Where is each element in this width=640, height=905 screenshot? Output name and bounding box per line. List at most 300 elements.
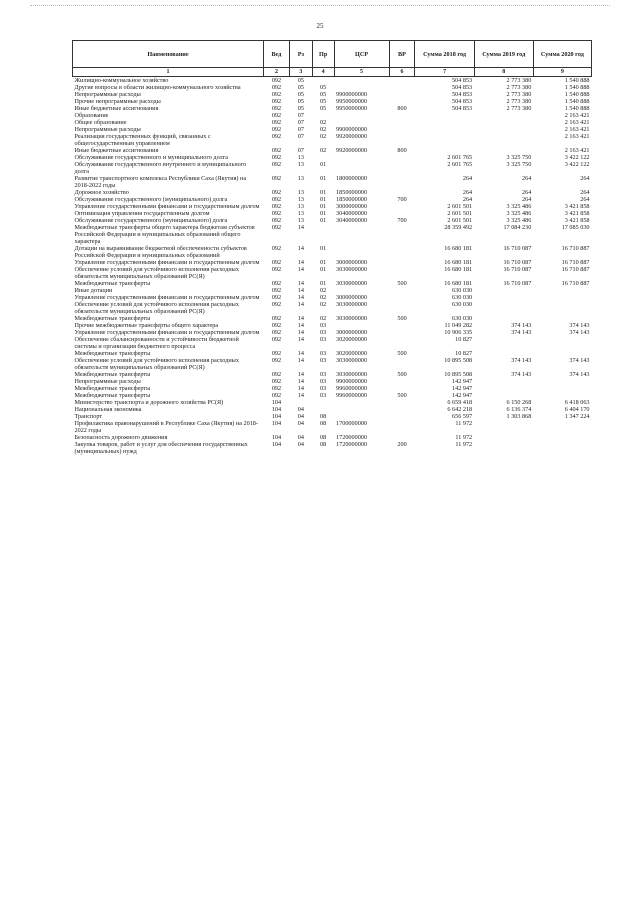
row-vr: 700 bbox=[397, 217, 407, 224]
row-name: Образование bbox=[74, 112, 109, 119]
row-pr: 05 bbox=[320, 91, 327, 98]
table-row bbox=[73, 147, 592, 154]
row-vr bbox=[389, 322, 415, 329]
row-rz: 14 bbox=[297, 392, 304, 399]
row-sum-2018: 656 597 bbox=[452, 413, 473, 420]
row-rz: 07 bbox=[297, 126, 304, 133]
column-number: 2 bbox=[263, 68, 289, 77]
row-csr: 3030000000 bbox=[336, 301, 367, 308]
row-sum-2019: 3 325 486 bbox=[506, 203, 532, 210]
row-sum-2020: 17 085 030 bbox=[561, 224, 590, 231]
row-vr bbox=[389, 112, 415, 119]
row-sum-2020 bbox=[533, 434, 591, 441]
row-sum-2020: 2 163 421 bbox=[564, 126, 590, 133]
row-csr: 1700000000 bbox=[336, 420, 367, 427]
row-rz: 05 bbox=[297, 91, 304, 98]
row-vr bbox=[389, 98, 415, 105]
row-sum-2018: 11 049 282 bbox=[444, 322, 473, 329]
row-sum-2018: 6 659 418 bbox=[447, 399, 473, 406]
row-sum-2019 bbox=[474, 147, 533, 154]
row-pr: 03 bbox=[320, 371, 327, 378]
row-pr: 03 bbox=[320, 392, 327, 399]
table-row bbox=[73, 329, 592, 336]
table-row bbox=[73, 371, 592, 378]
row-sum-2019: 17 084 230 bbox=[503, 224, 532, 231]
row-csr: 3000000000 bbox=[336, 329, 367, 336]
row-sum-2020 bbox=[533, 385, 591, 392]
row-pr: 08 bbox=[320, 441, 327, 448]
row-name: Межбюджетные трансферты bbox=[74, 280, 151, 287]
table-row bbox=[73, 441, 592, 455]
row-sum-2018 bbox=[415, 119, 474, 126]
row-vr bbox=[389, 413, 415, 420]
row-rz bbox=[289, 399, 312, 406]
row-rz: 04 bbox=[297, 420, 304, 427]
row-vr bbox=[389, 406, 415, 413]
row-pr: 03 bbox=[320, 336, 327, 343]
row-vr bbox=[389, 329, 415, 336]
column-number: 4 bbox=[312, 68, 334, 77]
table-row bbox=[73, 98, 592, 105]
row-pr: 03 bbox=[320, 378, 327, 385]
row-vr bbox=[389, 266, 415, 280]
row-sum-2019 bbox=[474, 315, 533, 322]
table-row bbox=[73, 84, 592, 91]
row-pr bbox=[312, 399, 334, 406]
row-rz: 13 bbox=[297, 196, 304, 203]
row-pr: 01 bbox=[320, 280, 327, 287]
row-name: Жилищно-коммунальное хозяйство bbox=[74, 77, 169, 84]
row-rz: 13 bbox=[297, 210, 304, 217]
row-pr: 02 bbox=[320, 119, 327, 126]
table-row bbox=[73, 378, 592, 385]
row-rz: 04 bbox=[297, 441, 304, 448]
row-vr bbox=[389, 133, 415, 147]
row-sum-2018: 504 853 bbox=[452, 84, 473, 91]
row-rz: 07 bbox=[297, 119, 304, 126]
row-pr: 08 bbox=[320, 434, 327, 441]
row-vr: 500 bbox=[397, 371, 407, 378]
row-rz: 05 bbox=[297, 98, 304, 105]
row-ved: 092 bbox=[271, 133, 282, 140]
row-pr: 01 bbox=[320, 196, 327, 203]
row-name: Прочие межбюджетные трансферты общего характера bbox=[74, 322, 219, 329]
row-rz: 13 bbox=[297, 161, 304, 168]
row-sum-2020: 1 540 888 bbox=[564, 105, 590, 112]
row-csr bbox=[334, 413, 389, 420]
row-sum-2019 bbox=[474, 287, 533, 294]
row-sum-2018: 264 bbox=[462, 175, 473, 182]
row-csr: 9900000000 bbox=[336, 126, 367, 133]
row-csr: 9900000000 bbox=[336, 378, 367, 385]
row-vr bbox=[389, 294, 415, 301]
row-csr: 3030000000 bbox=[336, 371, 367, 378]
table-row bbox=[73, 245, 592, 259]
row-rz: 14 bbox=[297, 357, 304, 364]
row-sum-2019: 264 bbox=[522, 196, 532, 203]
row-pr: 02 bbox=[320, 147, 327, 154]
table-row bbox=[73, 126, 592, 133]
row-rz: 14 bbox=[297, 287, 304, 294]
row-csr: 1720000000 bbox=[336, 441, 367, 448]
row-sum-2020 bbox=[533, 336, 591, 350]
table-row bbox=[73, 210, 592, 217]
row-csr: 3030000000 bbox=[336, 357, 367, 364]
row-rz: 13 bbox=[297, 189, 304, 196]
row-sum-2018: 10 895 508 bbox=[444, 357, 473, 364]
table-body bbox=[73, 77, 592, 456]
row-sum-2020: 6 418 063 bbox=[564, 399, 590, 406]
table-row bbox=[73, 189, 592, 196]
row-vr bbox=[389, 84, 415, 91]
row-vr bbox=[389, 434, 415, 441]
row-vr bbox=[389, 91, 415, 98]
row-csr bbox=[334, 77, 389, 85]
row-vr bbox=[389, 119, 415, 126]
row-csr bbox=[334, 119, 389, 126]
row-sum-2018: 504 853 bbox=[452, 77, 473, 84]
row-ved: 092 bbox=[271, 210, 282, 217]
row-sum-2020: 1 540 888 bbox=[564, 91, 590, 98]
row-name: Реализация государственных функций, связанных с общегосударственным управлением bbox=[74, 133, 211, 147]
row-rz: 05 bbox=[297, 84, 304, 91]
row-vr bbox=[389, 336, 415, 350]
row-sum-2018: 10 827 bbox=[455, 350, 473, 357]
row-sum-2020 bbox=[533, 420, 591, 434]
row-ved: 092 bbox=[271, 77, 282, 84]
row-rz: 04 bbox=[297, 434, 304, 441]
table-row bbox=[73, 315, 592, 322]
row-rz: 04 bbox=[297, 406, 304, 413]
row-sum-2020: 3 422 122 bbox=[564, 161, 590, 168]
row-ved: 104 bbox=[271, 441, 282, 448]
row-ved: 092 bbox=[271, 175, 282, 182]
row-sum-2020: 16 710 887 bbox=[561, 266, 590, 273]
row-pr bbox=[312, 406, 334, 413]
row-ved: 092 bbox=[271, 126, 282, 133]
table-row bbox=[73, 287, 592, 294]
table-row bbox=[73, 217, 592, 224]
row-rz: 14 bbox=[297, 378, 304, 385]
row-ved: 092 bbox=[271, 266, 282, 273]
table-header-row bbox=[73, 41, 592, 68]
row-sum-2020: 374 143 bbox=[569, 322, 590, 329]
row-rz: 14 bbox=[297, 266, 304, 273]
row-pr: 01 bbox=[320, 217, 327, 224]
row-csr: 9960000000 bbox=[336, 392, 367, 399]
row-ved: 092 bbox=[271, 322, 282, 329]
row-csr: 9950000000 bbox=[336, 98, 367, 105]
row-sum-2019: 2 773 380 bbox=[506, 98, 532, 105]
row-pr: 05 bbox=[320, 84, 327, 91]
row-ved: 092 bbox=[271, 119, 282, 126]
row-vr bbox=[389, 203, 415, 210]
row-csr bbox=[334, 287, 389, 294]
row-name: Управление государственными финансами и государственным долгом bbox=[74, 259, 260, 266]
row-name: Обслуживание государственного (муниципального) долга bbox=[74, 196, 228, 203]
row-name: Министерство транспорта и дорожного хозяйства РС(Я) bbox=[74, 399, 224, 406]
row-pr: 03 bbox=[320, 385, 327, 392]
row-csr: 3000000000 bbox=[336, 259, 367, 266]
row-pr: 01 bbox=[320, 210, 327, 217]
row-name: Обслуживание государственного внутреннего и муниципального долга bbox=[74, 161, 247, 175]
row-sum-2019: 2 773 380 bbox=[506, 105, 532, 112]
row-rz: 07 bbox=[297, 133, 304, 140]
row-pr: 01 bbox=[320, 245, 327, 252]
row-sum-2019 bbox=[474, 385, 533, 392]
row-sum-2019: 2 773 380 bbox=[506, 77, 532, 84]
row-name: Обеспечение условий для устойчивого исполнения расходных обязательств муниципальных образований РС(Я) bbox=[74, 357, 239, 371]
row-ved: 092 bbox=[271, 84, 282, 91]
row-pr: 03 bbox=[320, 357, 327, 364]
row-sum-2020: 264 bbox=[580, 175, 590, 182]
row-vr bbox=[389, 189, 415, 196]
row-vr bbox=[389, 420, 415, 434]
row-csr: 3030000000 bbox=[336, 266, 367, 273]
row-sum-2019: 2 773 380 bbox=[506, 84, 532, 91]
row-csr bbox=[334, 84, 389, 91]
row-vr: 700 bbox=[397, 196, 407, 203]
row-sum-2020: 2 163 421 bbox=[564, 133, 590, 140]
row-rz: 14 bbox=[297, 259, 304, 266]
row-sum-2018 bbox=[415, 133, 474, 147]
row-pr: 02 bbox=[320, 315, 327, 322]
row-sum-2020: 374 143 bbox=[569, 371, 590, 378]
row-csr bbox=[334, 224, 389, 245]
row-csr: 1850000000 bbox=[336, 196, 367, 203]
row-ved: 092 bbox=[271, 336, 282, 343]
row-csr: 3030000000 bbox=[336, 315, 367, 322]
row-sum-2019: 374 143 bbox=[511, 357, 532, 364]
table-row bbox=[73, 112, 592, 119]
row-sum-2019 bbox=[474, 392, 533, 399]
row-pr: 02 bbox=[320, 294, 327, 301]
row-name: Межбюджетные трансферты bbox=[74, 392, 151, 399]
row-sum-2018: 630 030 bbox=[452, 287, 473, 294]
row-sum-2019: 3 325 750 bbox=[506, 161, 532, 168]
row-name: Межбюджетные трансферты общего характера бюджетам субъектов Российской Федерации и муниципальных образований общего характера bbox=[74, 224, 255, 245]
row-vr bbox=[389, 224, 415, 245]
row-csr: 9960000000 bbox=[336, 385, 367, 392]
row-sum-2019: 374 143 bbox=[511, 329, 532, 336]
row-pr: 01 bbox=[320, 203, 327, 210]
page-number: 25 bbox=[316, 22, 324, 30]
row-sum-2019 bbox=[474, 434, 533, 441]
row-sum-2019: 16 710 087 bbox=[503, 280, 532, 287]
row-pr: 01 bbox=[320, 161, 327, 168]
row-csr bbox=[334, 112, 389, 119]
row-sum-2018: 2 601 765 bbox=[447, 161, 473, 168]
row-vr bbox=[389, 259, 415, 266]
row-sum-2018: 11 972 bbox=[455, 434, 473, 441]
row-ved: 104 bbox=[271, 406, 282, 413]
row-vr bbox=[389, 378, 415, 385]
row-rz: 04 bbox=[297, 413, 304, 420]
row-sum-2020 bbox=[533, 350, 591, 357]
row-ved: 092 bbox=[271, 189, 282, 196]
row-ved: 092 bbox=[271, 245, 282, 252]
column-number-row bbox=[73, 68, 592, 77]
row-rz: 14 bbox=[297, 280, 304, 287]
row-vr bbox=[389, 301, 415, 315]
row-sum-2018: 2 601 501 bbox=[447, 217, 473, 224]
row-pr: 01 bbox=[320, 189, 327, 196]
row-sum-2018 bbox=[415, 147, 474, 154]
row-sum-2019: 6 136 374 bbox=[506, 406, 532, 413]
table-row bbox=[73, 385, 592, 392]
row-sum-2020 bbox=[533, 315, 591, 322]
row-sum-2018: 16 680 181 bbox=[444, 280, 473, 287]
row-sum-2020: 2 163 421 bbox=[564, 112, 590, 119]
row-sum-2018: 504 853 bbox=[452, 91, 473, 98]
row-sum-2020: 2 163 421 bbox=[564, 119, 590, 126]
row-sum-2018: 264 bbox=[462, 189, 473, 196]
row-csr: 9920000000 bbox=[336, 147, 367, 154]
row-sum-2019 bbox=[474, 119, 533, 126]
row-ved: 092 bbox=[271, 392, 282, 399]
row-sum-2020: 1 347 224 bbox=[564, 413, 590, 420]
row-sum-2020 bbox=[533, 441, 591, 455]
table-row bbox=[73, 413, 592, 420]
row-sum-2018: 504 853 bbox=[452, 105, 473, 112]
table-row bbox=[73, 259, 592, 266]
row-ved: 092 bbox=[271, 161, 282, 168]
row-ved: 092 bbox=[271, 112, 282, 119]
row-name: Управление государственными финансами и государственным долгом bbox=[74, 294, 260, 301]
row-name: Общее образование bbox=[74, 119, 127, 126]
row-sum-2019: 1 303 868 bbox=[506, 413, 532, 420]
row-sum-2020: 374 143 bbox=[569, 357, 590, 364]
row-rz: 14 bbox=[297, 224, 304, 231]
header-vr: ВР bbox=[389, 41, 415, 68]
table-row bbox=[73, 175, 592, 189]
row-pr bbox=[312, 154, 334, 161]
row-ved: 092 bbox=[271, 378, 282, 385]
header-csr: ЦСР bbox=[334, 41, 389, 68]
row-vr: 500 bbox=[397, 280, 407, 287]
column-number: 5 bbox=[334, 68, 389, 77]
row-sum-2020: 1 540 888 bbox=[564, 98, 590, 105]
header-rz: Рз bbox=[289, 41, 312, 68]
row-name: Безопасность дорожного движения bbox=[74, 434, 168, 441]
table-row bbox=[73, 301, 592, 315]
row-ved: 104 bbox=[271, 413, 282, 420]
table-row bbox=[73, 77, 592, 85]
row-pr: 01 bbox=[320, 266, 327, 273]
row-pr bbox=[312, 224, 334, 245]
table-row bbox=[73, 392, 592, 399]
row-rz: 14 bbox=[297, 336, 304, 343]
row-pr: 05 bbox=[320, 98, 327, 105]
row-csr: 1800000000 bbox=[336, 175, 367, 182]
row-sum-2018: 10 827 bbox=[455, 336, 473, 343]
row-sum-2020: 374 143 bbox=[569, 329, 590, 336]
row-sum-2020: 3 421 858 bbox=[564, 203, 590, 210]
row-pr: 08 bbox=[320, 420, 327, 427]
row-vr: 800 bbox=[397, 105, 407, 112]
row-rz: 07 bbox=[297, 112, 304, 119]
budget-table bbox=[72, 40, 592, 455]
row-rz: 14 bbox=[297, 371, 304, 378]
row-rz: 14 bbox=[297, 301, 304, 308]
row-sum-2018 bbox=[415, 112, 474, 119]
table-row bbox=[73, 161, 592, 175]
header-sum-2019: Сумма 2019 год bbox=[474, 41, 533, 68]
row-sum-2019 bbox=[474, 441, 533, 455]
row-rz: 14 bbox=[297, 322, 304, 329]
table-row bbox=[73, 420, 592, 434]
row-sum-2019 bbox=[474, 294, 533, 301]
table-row bbox=[73, 224, 592, 245]
row-name: Дорожное хозяйство bbox=[74, 189, 129, 196]
table-row bbox=[73, 280, 592, 287]
row-csr: 3020000000 bbox=[336, 336, 367, 343]
row-sum-2018: 16 680 181 bbox=[444, 245, 473, 252]
row-sum-2020: 264 bbox=[580, 196, 590, 203]
row-name: Межбюджетные трансферты bbox=[74, 371, 151, 378]
row-vr bbox=[389, 385, 415, 392]
row-sum-2020 bbox=[533, 378, 591, 385]
table-row bbox=[73, 357, 592, 371]
row-csr bbox=[334, 245, 389, 259]
row-sum-2018: 142 947 bbox=[452, 378, 473, 385]
row-name: Профилактика правонарушений в Республике Саха (Якутия) на 2018-2022 годы bbox=[74, 420, 258, 434]
row-ved: 092 bbox=[271, 371, 282, 378]
row-sum-2020: 16 710 887 bbox=[561, 245, 590, 252]
row-vr bbox=[389, 77, 415, 85]
row-name: Непрограммные расходы bbox=[74, 91, 141, 98]
column-number: 7 bbox=[415, 68, 474, 77]
row-sum-2019 bbox=[474, 420, 533, 434]
row-name: Обеспечение условий для устойчивого исполнения расходных обязательств муниципальных образований РС(Я) bbox=[74, 301, 239, 315]
row-ved: 092 bbox=[271, 105, 282, 112]
table-row bbox=[73, 322, 592, 329]
row-sum-2019 bbox=[474, 301, 533, 315]
row-ved: 092 bbox=[271, 329, 282, 336]
table-row bbox=[73, 266, 592, 280]
row-rz: 14 bbox=[297, 245, 304, 252]
row-name: Обеспечение условий для устойчивого исполнения расходных обязательств муниципальных образований РС(Я) bbox=[74, 266, 239, 280]
table-row bbox=[73, 196, 592, 203]
table-row bbox=[73, 350, 592, 357]
row-rz: 14 bbox=[297, 315, 304, 322]
table-row bbox=[73, 91, 592, 98]
row-ved: 092 bbox=[271, 91, 282, 98]
row-pr: 02 bbox=[320, 126, 327, 133]
row-sum-2020: 3 421 858 bbox=[564, 217, 590, 224]
row-csr: 3000000000 bbox=[336, 294, 367, 301]
scan-artifact-line bbox=[30, 5, 610, 7]
row-sum-2019: 264 bbox=[522, 175, 532, 182]
column-number: 9 bbox=[533, 68, 591, 77]
row-sum-2019: 374 143 bbox=[511, 322, 532, 329]
row-vr: 500 bbox=[397, 392, 407, 399]
row-vr bbox=[389, 399, 415, 406]
header-pr: Пр bbox=[312, 41, 334, 68]
row-name: Непрограммные расходы bbox=[74, 378, 141, 385]
row-sum-2019: 374 143 bbox=[511, 371, 532, 378]
row-ved: 092 bbox=[271, 154, 282, 161]
row-ved: 092 bbox=[271, 259, 282, 266]
row-name: Иные дотации bbox=[74, 287, 113, 294]
row-pr: 03 bbox=[320, 350, 327, 357]
row-vr: 500 bbox=[397, 350, 407, 357]
row-pr: 01 bbox=[320, 175, 327, 182]
row-ved: 092 bbox=[271, 98, 282, 105]
row-sum-2019: 2 773 380 bbox=[506, 91, 532, 98]
row-pr: 02 bbox=[320, 133, 327, 140]
row-csr: 3030000000 bbox=[336, 280, 367, 287]
